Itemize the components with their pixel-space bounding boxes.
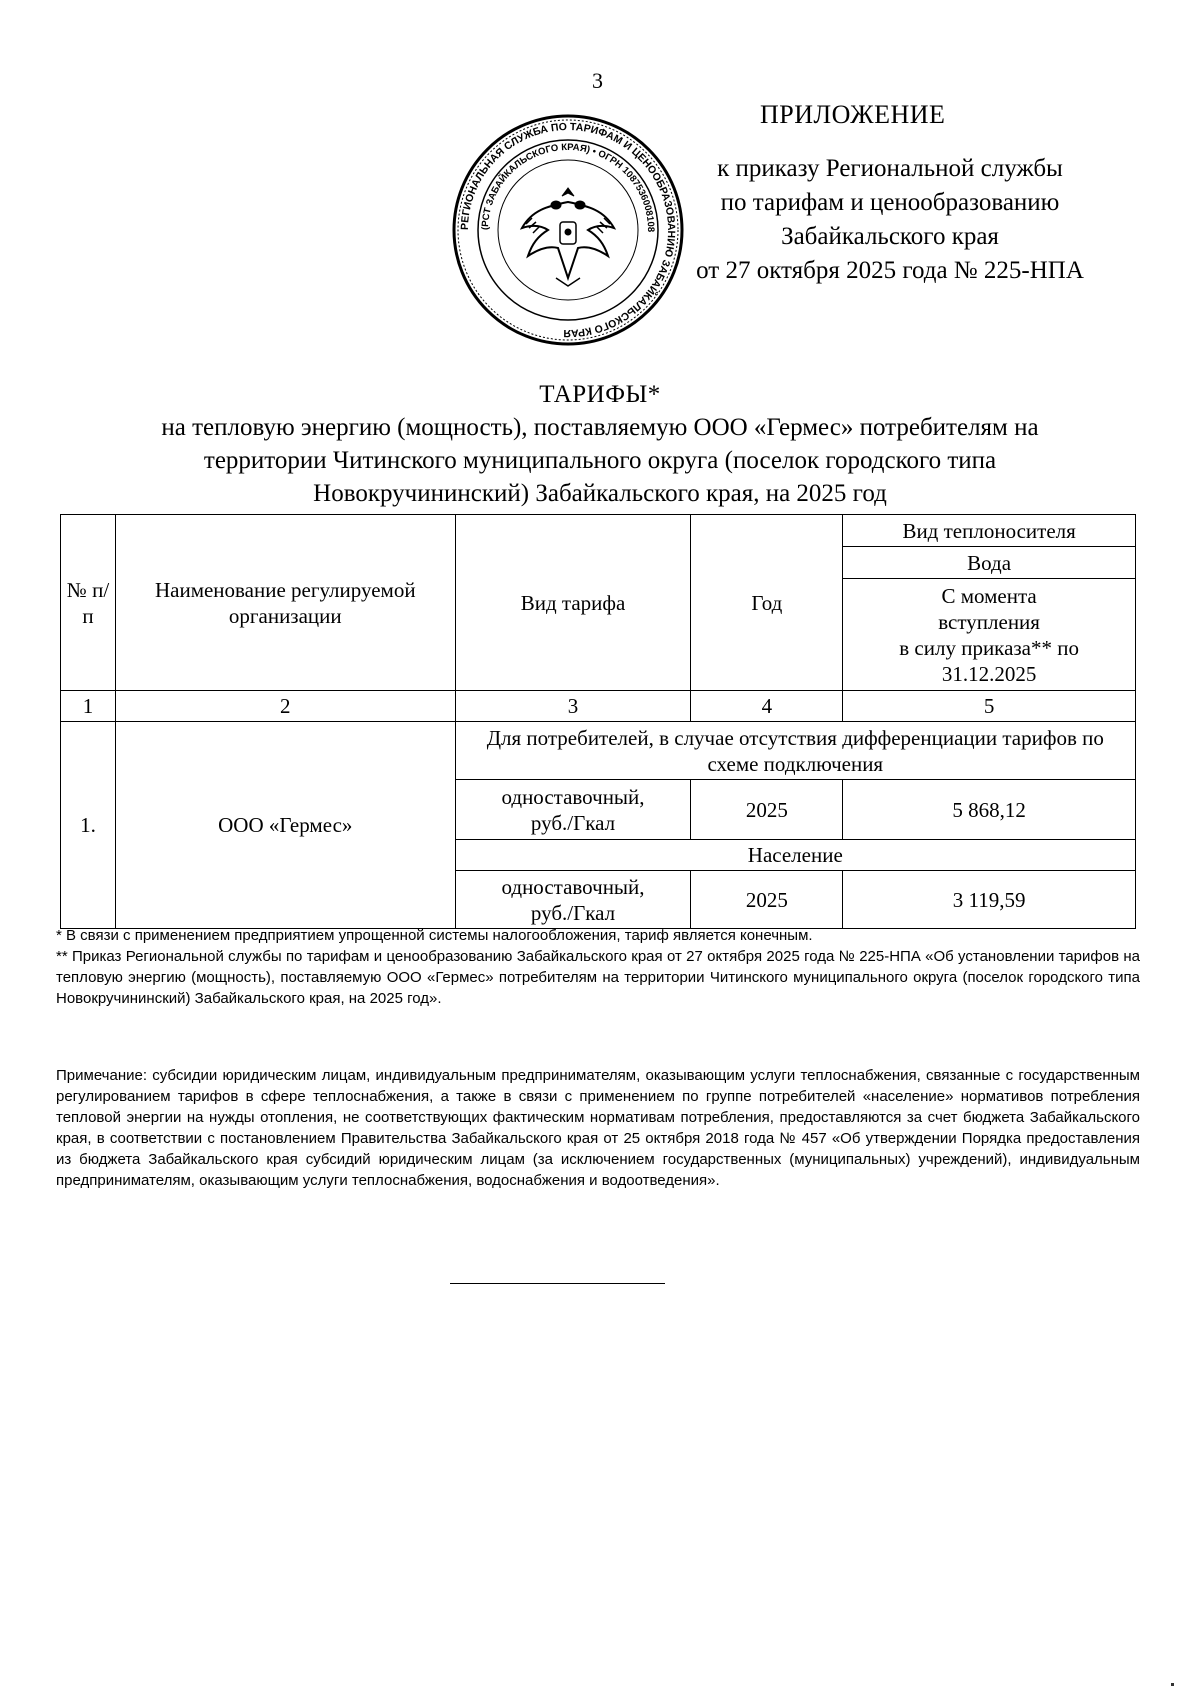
- scan-speck: [1171, 1683, 1174, 1686]
- title-line: территории Читинского муниципального округа (поселок городского типа: [203, 447, 997, 474]
- title-line: Новокручининский) Забайкальского края, на 2025 год: [313, 480, 887, 507]
- seal-outer-text: РЕГИОНАЛЬНАЯ СЛУЖБА ПО ТАРИФАМ И ЦЕНООБРАЗОВАНИЮ ЗАБАЙКАЛЬСКОГО КРАЯ: [458, 120, 678, 340]
- title-line: на тепловую энергию (мощность), поставляемую ООО «Гермес» потребителям на: [161, 414, 1039, 441]
- seal-inner-text: (РСТ ЗАБАЙКАЛЬСКОГО КРАЯ) • ОГРН 1087536008108: [479, 141, 657, 233]
- header-period-line: 31.12.2025: [941, 661, 1037, 686]
- header-period-line: вступления: [938, 609, 1040, 634]
- column-number: 2: [115, 691, 455, 722]
- tariff-type-cell: [455, 780, 691, 840]
- organization-name: ООО «Гермес»: [115, 722, 455, 929]
- column-number: 4: [691, 691, 843, 722]
- appendix-label: ПРИЛОЖЕНИЕ: [760, 100, 946, 129]
- tariff-type-line: руб./Гкал: [530, 810, 616, 835]
- header-organization: Наименование регулируемой организации: [115, 515, 455, 691]
- footnote: ** Приказ Региональной службы по тарифам и ценообразованию Забайкальского края от 27 октября 2025 года № 225-НПА «Об установлении тарифов на тепловую энергию (мощность), поставляемую ООО «Гермес» потребителям на территории Читинского муниципального округа (поселок городского типа Новокручининский) Забайкальского края, на 2025 год».: [56, 948, 1140, 1007]
- column-number: 3: [455, 691, 691, 722]
- header-year: Год: [691, 515, 843, 691]
- header-period-line: С момента: [941, 583, 1037, 608]
- consumer-group-label: Население: [455, 840, 1135, 871]
- year-cell: 2025: [691, 871, 843, 929]
- header-heat-carrier: Вид теплоносителя: [843, 515, 1136, 547]
- header-tariff-type: Вид тарифа: [455, 515, 691, 691]
- order-reference: [680, 152, 1100, 288]
- end-divider: [450, 1283, 665, 1284]
- official-seal-icon: [448, 110, 688, 350]
- row-number: 1.: [61, 722, 116, 929]
- tariff-type-line: одноставочный,: [501, 874, 645, 899]
- tariff-type-line: руб./Гкал: [530, 900, 616, 925]
- order-line: Забайкальского края: [781, 223, 999, 250]
- header-water: Вода: [843, 547, 1136, 579]
- order-line: к приказу Региональной службы: [717, 155, 1063, 182]
- document-title: [60, 378, 1140, 510]
- title-heading: ТАРИФЫ*: [539, 381, 661, 408]
- coat-of-arms-icon: [522, 188, 614, 286]
- tariff-value: 5 868,12: [843, 780, 1136, 840]
- footnotes: [56, 925, 1140, 1009]
- order-line: по тарифам и ценообразованию: [720, 189, 1060, 216]
- order-line: от 27 октября 2025 года № 225-НПА: [696, 257, 1084, 284]
- header-period: [843, 579, 1136, 691]
- column-number: 1: [61, 691, 116, 722]
- tariff-value: 3 119,59: [843, 871, 1136, 929]
- tariff-type-line: одноставочный,: [501, 784, 645, 809]
- column-number: 5: [843, 691, 1136, 722]
- tariff-type-cell: [455, 871, 691, 929]
- tariff-table: [60, 514, 1136, 929]
- header-period-line: в силу приказа** по: [899, 635, 1079, 660]
- year-cell: 2025: [691, 780, 843, 840]
- page-number: 3: [592, 68, 603, 93]
- footnote: * В связи с применением предприятием упрощенной системы налогообложения, тариф является конечным.: [56, 927, 813, 944]
- note-paragraph: Примечание: субсидии юридическим лицам, индивидуальным предпринимателям, оказывающим услуги теплоснабжения, связанные с государственным регулированием тарифов в сфере теплоснабжения, а также в связи с применением по группе потребителей «население» нормативов потребления тепловой энергии на нужды отопления, не соответствующих фактическим нормативам потребления, предоставляются за счет бюджета Забайкальского края, в соответствии с постановлением Правительства Забайкальского края от 25 октября 2018 года № 457 «Об утверждении Порядка предоставления из бюджета Забайкальского края субсидий юридическим лицам (за исключением государственных (муниципальных) учреждений), индивидуальным предпринимателям, оказывающим услуги теплоснабжения, водоснабжения и водоотведения».: [56, 1067, 1140, 1189]
- consumer-group-label: Для потребителей, в случае отсутствия дифференциации тарифов по схеме подключения: [455, 722, 1135, 780]
- svg-text:(РСТ ЗАБАЙКАЛЬСКОГО КРАЯ) • ОГ: [480, 142, 656, 232]
- header-number: № п/п: [61, 515, 116, 691]
